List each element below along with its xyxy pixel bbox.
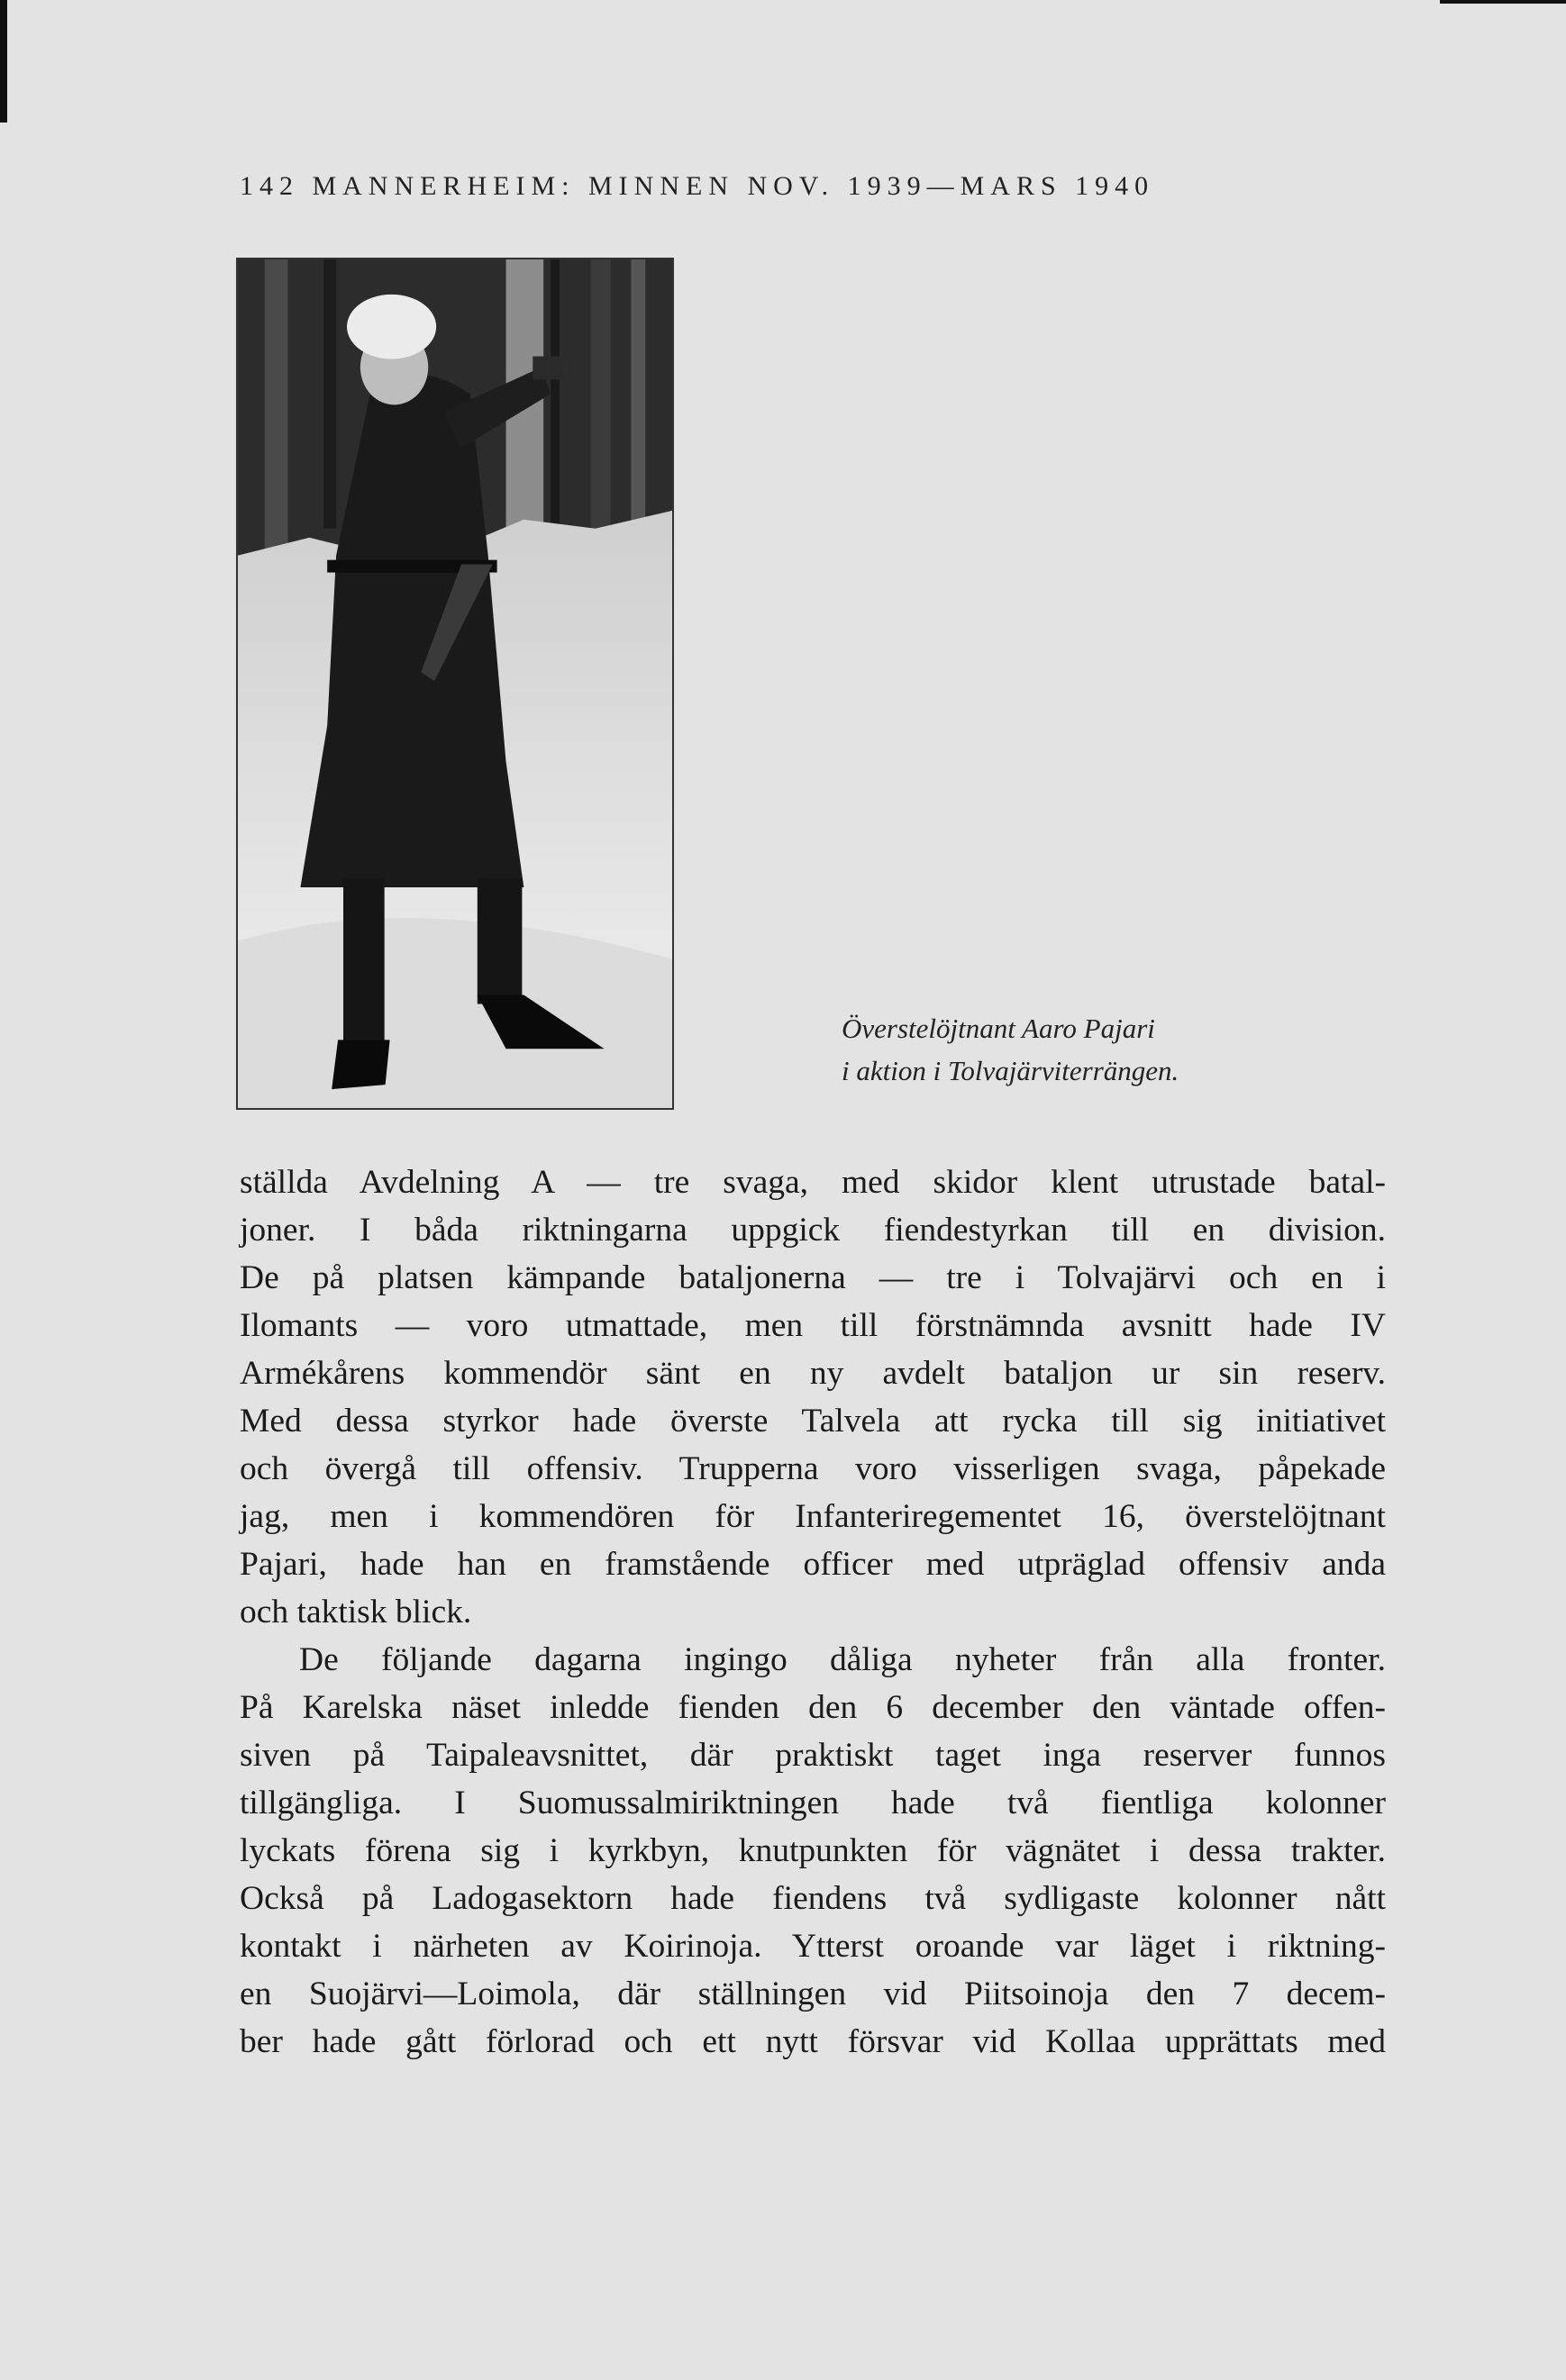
caption-line-1: Överstelöjtnant Aaro Pajari: [842, 1013, 1155, 1044]
text-line-12: På Karelska näset inledde fienden den 6 december den väntade offen-: [240, 1689, 1386, 1726]
text-line-18: en Suojärvi—Loimola, där ställningen vid Piitsoinoja den 7 decem-: [240, 1976, 1386, 2012]
text-line-4: Ilomants — voro utmattade, men till förstnämnda avsnitt hade IV: [240, 1307, 1386, 1344]
text-line-8: jag, men i kommendören för Infanteriregementet 16, överstelöjtnant: [240, 1498, 1386, 1535]
text-line-9: Pajari, hade han en framstående officer med utpräglad offensiv anda: [240, 1546, 1386, 1583]
text-line-14: tillgängliga. I Suomussalmiriktningen hade två fientliga kolonner: [240, 1785, 1386, 1821]
text-line-7: och övergå till offensiv. Trupperna voro visserligen svaga, påpekade: [240, 1450, 1386, 1487]
body-text: [240, 1158, 1386, 2066]
text-line-16: Också på Ladogasektorn hade fiendens två sydligaste kolonner nått: [240, 1880, 1386, 1917]
text-line-13: siven på Taipaleavsnittet, där praktiskt taget inga reserver funnos: [240, 1737, 1386, 1774]
photo-caption: [842, 1007, 1179, 1092]
text-line-5: Armékårens kommendör sänt en ny avdelt bataljon ur sin reserv.: [240, 1355, 1386, 1392]
caption-line-2: i aktion i Tolvajärviterrängen.: [842, 1055, 1179, 1086]
text-line-3: De på platsen kämpande bataljonerna — tre i Tolvajärvi och en i: [240, 1259, 1386, 1296]
photo-officer-in-snow: [236, 258, 674, 1110]
text-line-17: kontakt i närheten av Koirinoja. Ytterst oroande var läget i riktning-: [240, 1928, 1386, 1965]
text-line-11: De följande dagarna ingingo dåliga nyheter från alla fronter.: [299, 1641, 1386, 1678]
scan-edge-mark-left: [0, 0, 7, 123]
text-line-2: joner. I båda riktningarna uppgick fiendestyrkan till en division.: [240, 1212, 1386, 1249]
scan-edge-mark-right: [1440, 0, 1566, 4]
text-line-15: lyckats förena sig i kyrkbyn, knutpunkten för vägnätet i dessa trakter.: [240, 1832, 1386, 1869]
text-line-1: ställda Avdelning A — tre svaga, med skidor klent utrustade batal-: [240, 1164, 1386, 1201]
running-head: 142 MANNERHEIM: MINNEN NOV. 1939—MARS 1940: [240, 171, 1155, 201]
text-line-19: ber hade gått förlorad och ett nytt försvar vid Kollaa upprättats med: [240, 2023, 1386, 2060]
text-line-6: Med dessa styrkor hade överste Talvela att rycka till sig initiativet: [240, 1403, 1386, 1440]
text-line-10: och taktisk blick.: [240, 1594, 472, 1631]
photo-illustration: [238, 259, 672, 1108]
